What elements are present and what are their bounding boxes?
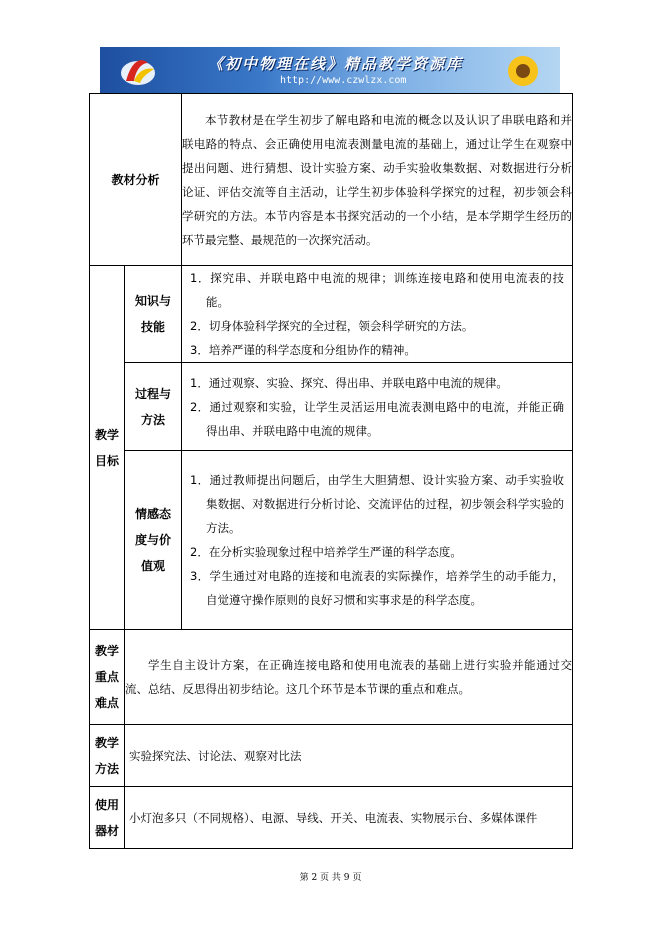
equipment-label <box>90 787 125 849</box>
key-points-label-line: 重点 <box>94 670 119 684</box>
banner-title: 《初中物理在线》精品教学资源库 <box>208 55 464 73</box>
analysis-label: 教材分析 <box>90 94 182 266</box>
process-label-line: 过程与 <box>135 386 172 401</box>
process-items <box>182 363 573 451</box>
emotion-items <box>182 451 573 630</box>
objectives-label-line: 教学 <box>94 427 119 442</box>
page-footer: 第 2 页 共 9 页 <box>299 873 362 883</box>
list-item: 2．通过观察和实验，让学生灵活运用电流表测电路中的电流，并能正确得出串、并联电路中电流的规律。 <box>190 399 565 438</box>
key-points-row <box>90 630 573 725</box>
method-label-line: 方法 <box>94 761 119 776</box>
knowledge-label-line: 知识与 <box>135 294 172 308</box>
list-item: 1．通过观察、实验、探究、得出串、并联电路中电流的规律。 <box>190 375 508 390</box>
analysis-row <box>90 94 573 266</box>
equipment-label-line: 器材 <box>94 823 119 838</box>
list-item: 2．切身体验科学探究的全过程，领会科学研究的方法。 <box>190 319 474 333</box>
list-item: 1．通过教师提出问题后，由学生大胆猜想、设计实验方案、动手实验收集数据、对数据进行分析讨论、交流评估的过程，初步领会科学实验的方法。 <box>190 473 565 535</box>
analysis-text: 本节教材是在学生初步了解电路和电流的概念以及认识了串联电路和并联电路的特点、会正确使用电流表测量电流的基础上，通过让学生在观察中提出问题、进行猜想、设计实验方案、动手实验收集数据、对数据进行分析论证、评估交流等自主活动，让学生初步体验科学探究的过程，初步领会科学研究的方法。本节内容是本书探究活动的一个小结，是本学期学生经历的环节最完整、最规范的一次探究活动。 <box>182 94 573 266</box>
emotion-label-line: 度与价 <box>135 533 172 547</box>
key-points-label-line: 难点 <box>94 696 119 710</box>
knowledge-items <box>182 266 573 363</box>
method-label-line: 教学 <box>94 735 119 750</box>
list-item: 3．培养严谨的科学态度和分组协作的精神。 <box>190 343 416 357</box>
method-label <box>90 725 125 787</box>
knowledge-label-line: 技能 <box>141 320 166 334</box>
objectives-label <box>90 266 125 630</box>
list-item: 3．学生通过对电路的连接和电流表的实际操作，培养学生的动手能力，自觉遵守操作原则的良好习惯和实事求是的科学态度。 <box>190 569 565 607</box>
lesson-plan-table <box>89 93 573 849</box>
sunflower-icon <box>500 51 546 91</box>
process-row <box>90 363 573 451</box>
emotion-row <box>90 451 573 630</box>
process-label <box>125 363 182 451</box>
method-row <box>90 725 573 787</box>
list-item: 2．在分析实验现象过程中培养学生严谨的科学态度。 <box>190 545 462 559</box>
emotion-label-line: 情感态 <box>135 507 172 521</box>
objectives-label-line: 目标 <box>94 453 119 468</box>
knowledge-label <box>125 266 182 363</box>
equipment-label-line: 使用 <box>94 797 119 812</box>
emotion-label <box>125 451 182 630</box>
equipment-text: 小灯泡多只（不同规格）、电源、导线、开关、电流表、实物展示台、多媒体课件 <box>125 787 573 849</box>
equipment-row <box>90 787 573 849</box>
site-logo-icon <box>118 53 158 87</box>
key-points-label-line: 教学 <box>94 644 119 658</box>
emotion-label-line: 值观 <box>141 559 166 573</box>
knowledge-row <box>90 266 573 363</box>
method-text: 实验探究法、讨论法、观察对比法 <box>125 725 573 787</box>
process-label-line: 方法 <box>141 412 166 427</box>
key-points-text: 学生自主设计方案，在正确连接电路和使用电流表的基础上进行实验并能通过交流、总结、反思得出初步结论。这几个环节是本节课的重点和难点。 <box>125 630 573 725</box>
list-item: 1．探究串、并联电路中电流的规律；训练连接电路和使用电流表的技能。 <box>190 271 565 309</box>
key-points-label <box>90 630 125 725</box>
banner-url: http://www.czwlzx.com <box>280 75 407 86</box>
header-banner <box>100 47 560 93</box>
